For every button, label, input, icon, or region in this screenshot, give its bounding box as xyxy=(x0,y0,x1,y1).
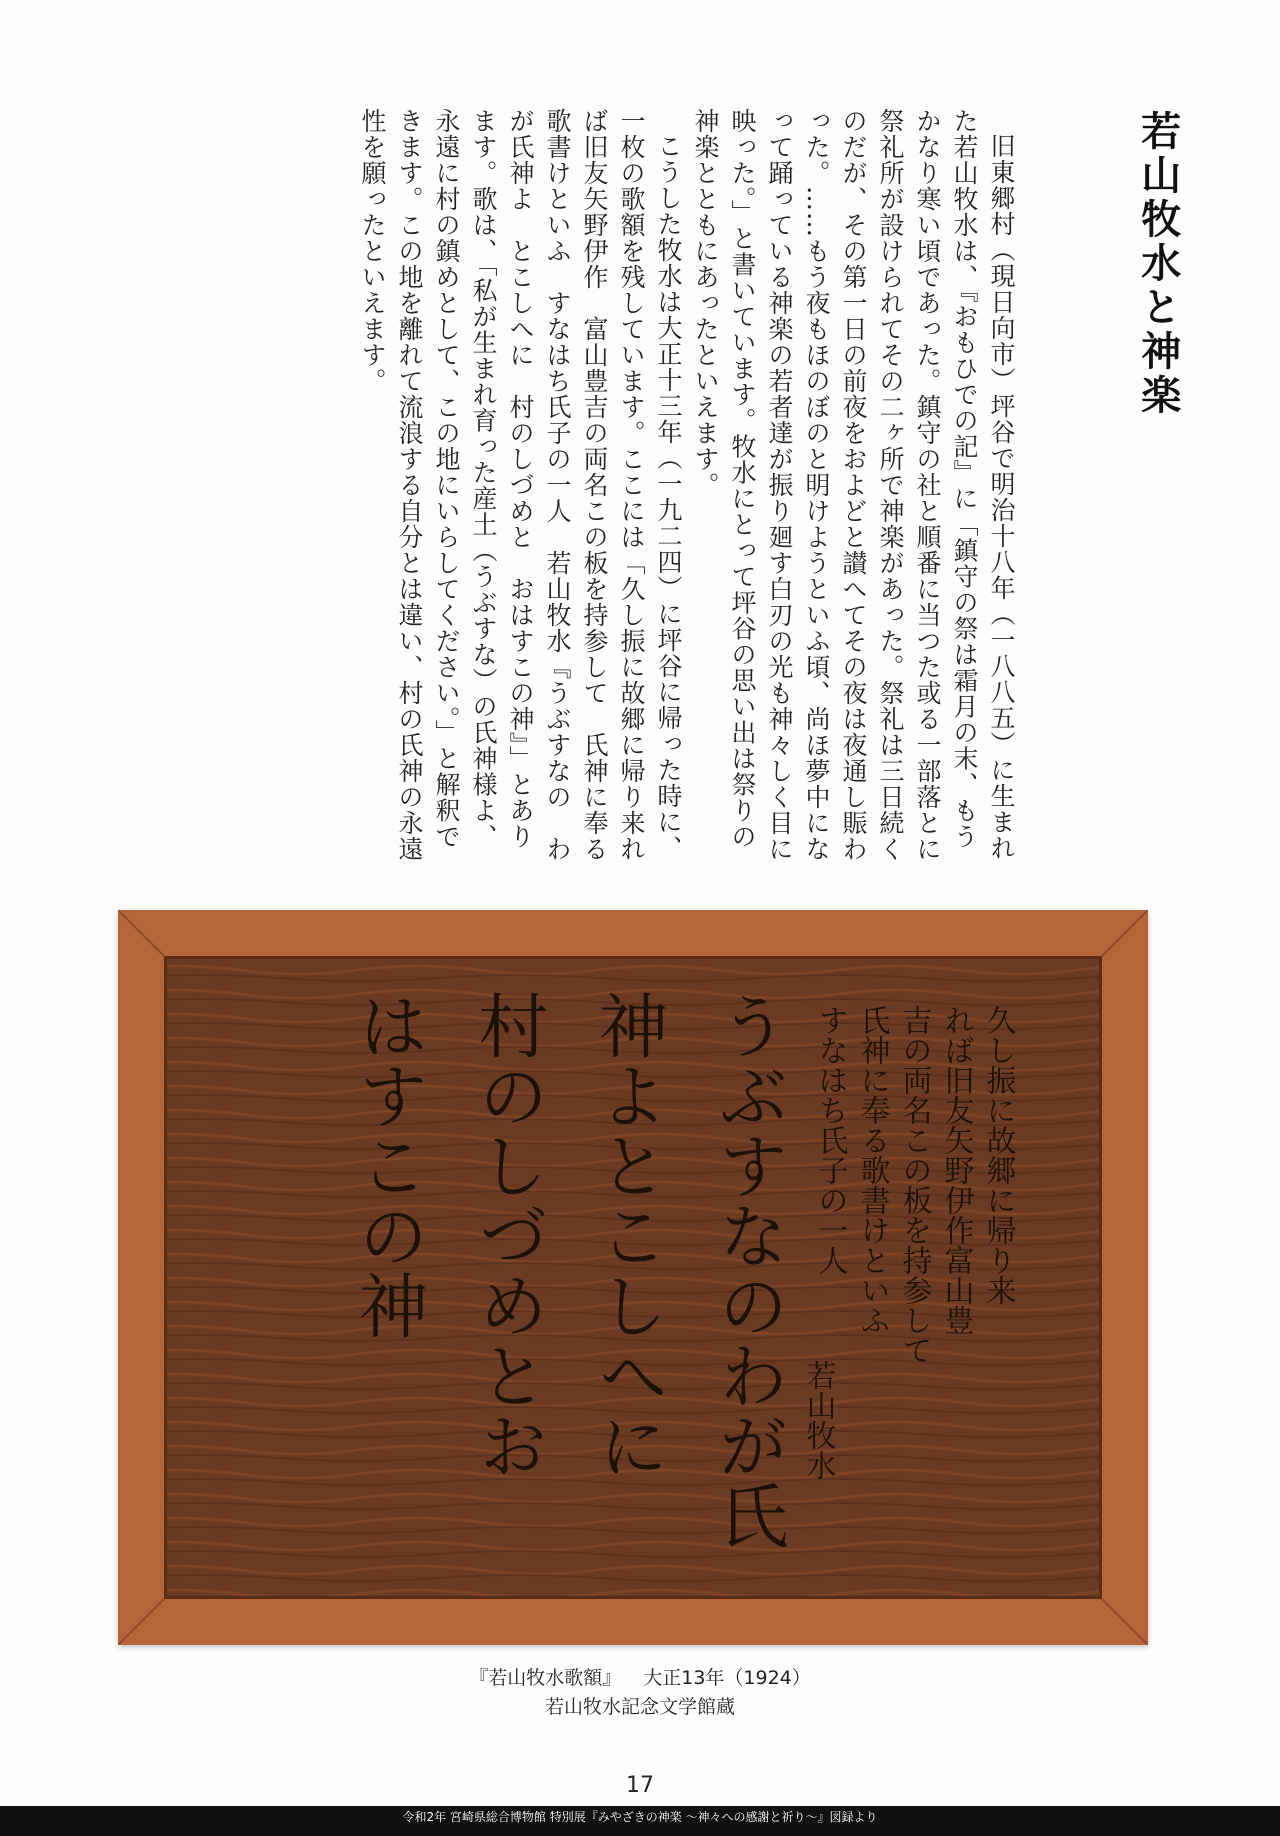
page-number: 17 xyxy=(626,1773,654,1798)
photo-caption-title xyxy=(0,1663,1280,1690)
article-heading: 若山牧水と神楽 xyxy=(1134,110,1181,418)
poem-column-1: うぶすなのわが氏 xyxy=(707,990,789,1550)
caption-date: 大正13年（1924） xyxy=(643,1667,811,1689)
poem-column-4: はすこの神 xyxy=(347,990,429,1340)
preface-column-1: 久し振に故郷に帰り来 xyxy=(980,1005,1016,1305)
paragraph-2: こうした牧水は大正十三年（一九二四）に坪谷に帰った時に、一枚の歌額を残しています。ここには「久し振に故郷に帰り来れば旧友矢野伊作 富山豊吉の両名この板を持参して 氏神に奉る歌書けといふ すなはち氏子の一人 若山牧水『うぶすなの わが氏神よ とこしへに 村のしづめと おはすこの神』」とあります。歌は、「私が生まれ育った産土（うぶすな）の氏神様よ、永遠に村の鎮めとして、この地にいらしてください。」と解釈できます。この地を離れて流浪する自分とは違い、村の氏神の永遠性を願ったといえます。 xyxy=(358,108,683,862)
footer-source-note: 令和2年 宮崎県総合博物館 特別展『みやざきの神楽 ～神々への感謝と祈り～』図録より xyxy=(402,1810,878,1824)
poem-column-2: 神よとこしへに xyxy=(587,990,669,1480)
board-signature: 若山牧水 xyxy=(800,1360,836,1480)
paragraph-1: 旧東郷村（現日向市）坪谷で明治十八年（一八八五）に生まれた若山牧水は、『おもひでの記』に「鎮守の祭は霜月の末、もうかなり寒い頃であった。鎮守の社と順番に当つた或る一部落とに祭礼所が設けられてその二ヶ所で神楽があった。祭礼は三日続くのだが、その第一日の前夜をおよどと讃へてその夜は夜通し賑わった。……もう夜もほのぼのと明けようといふ頃、尚ほ夢中になって踊っている神楽の若者達が振り廻す白刃の光も神々しく目に映った。」と書いています。牧水にとって坪谷の思い出は祭りの神楽とともにあったといえます。 xyxy=(691,108,1016,862)
poem-board-photo xyxy=(118,910,1148,1645)
preface-column-2: れば旧友矢野伊作富山豊 xyxy=(938,1005,974,1335)
caption-title: 『若山牧水歌額』 xyxy=(469,1667,622,1689)
preface-column-3: 吉の両名この板を持参して xyxy=(896,1005,932,1365)
preface-column-4: 氏神に奉る歌書けといふ xyxy=(854,1005,890,1335)
photo-caption-collection: 若山牧水記念文学館蔵 xyxy=(544,1696,735,1718)
board-calligraphy xyxy=(118,910,1148,1645)
poem-column-3: 村のしづめとお xyxy=(467,990,549,1480)
article-body xyxy=(140,108,1020,868)
preface-column-5: すなはち氏子の一人 xyxy=(812,1005,848,1275)
